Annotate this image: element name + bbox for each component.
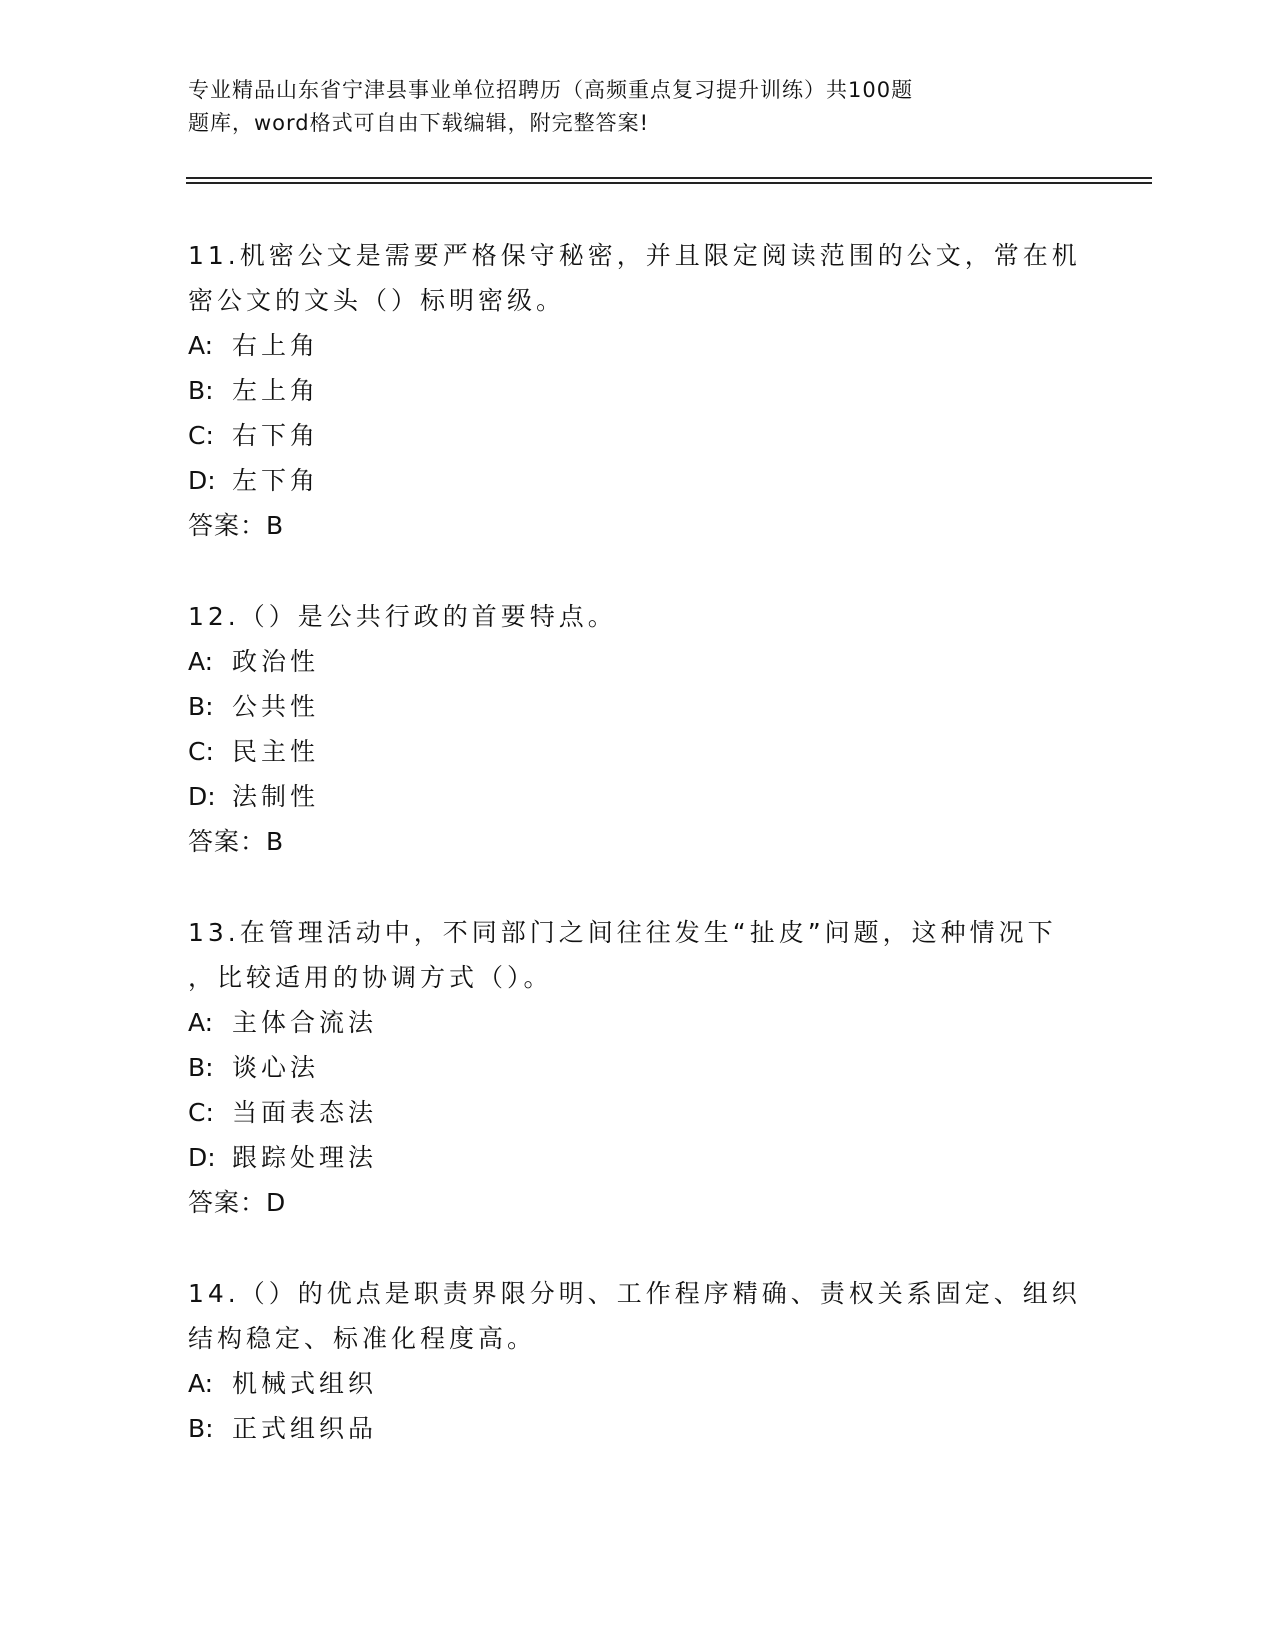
question-stem-line: 结构稳定、标准化程度高。	[188, 1324, 537, 1353]
option-b	[188, 1045, 1088, 1090]
question-stem-line: 密公文的文头（）标明密级。	[188, 286, 566, 315]
option-text: 右上角	[232, 331, 320, 360]
option-b	[188, 1406, 1088, 1451]
option-letter: B:	[188, 1053, 214, 1082]
option-c	[188, 1090, 1088, 1135]
option-letter: C:	[188, 737, 214, 766]
option-text: 左上角	[232, 376, 320, 405]
question-stem	[188, 233, 1088, 323]
option-b	[188, 684, 1088, 729]
option-letter: D:	[188, 782, 216, 811]
option-letter: B:	[188, 376, 214, 405]
header-title-line-1: 专业精品山东省宁津县事业单位招聘历（高频重点复习提升训练）共100题	[188, 78, 914, 102]
option-d	[188, 774, 1088, 819]
option-text: 法制性	[232, 782, 320, 811]
option-letter: A:	[188, 647, 214, 676]
question-12	[188, 594, 1088, 864]
question-list	[188, 233, 1088, 1497]
answer-line: 答案：D	[188, 1188, 287, 1217]
option-letter: B:	[188, 692, 214, 721]
answer-line: 答案：B	[188, 511, 285, 540]
question-stem	[188, 910, 1088, 1000]
option-letter: C:	[188, 1098, 214, 1127]
option-b	[188, 368, 1088, 413]
question-stem-line: 11.机密公文是需要严格保守秘密，并且限定阅读范围的公文，常在机	[188, 241, 1081, 270]
option-a	[188, 639, 1088, 684]
option-text: 左下角	[232, 466, 320, 495]
header-divider-top	[186, 177, 1152, 179]
option-a	[188, 1361, 1088, 1406]
question-stem-line: 12.（）是公共行政的首要特点。	[188, 602, 617, 631]
option-text: 民主性	[232, 737, 320, 766]
option-a	[188, 1000, 1088, 1045]
question-13	[188, 910, 1088, 1225]
option-d	[188, 1135, 1088, 1180]
document-header	[188, 74, 1048, 140]
option-c	[188, 729, 1088, 774]
question-11	[188, 233, 1088, 548]
option-text: 机械式组织	[232, 1369, 378, 1398]
option-letter: B:	[188, 1414, 214, 1443]
option-d	[188, 458, 1088, 503]
answer-line: 答案：B	[188, 827, 285, 856]
option-letter: A:	[188, 331, 214, 360]
header-title-line-2: 题库，word格式可自由下载编辑，附完整答案!	[188, 111, 650, 135]
question-stem	[188, 1271, 1088, 1361]
header-divider-bottom	[186, 182, 1152, 184]
option-letter: C:	[188, 421, 214, 450]
question-stem-line: ，比较适用的协调方式（）。	[188, 963, 553, 992]
option-text: 主体合流法	[232, 1008, 378, 1037]
option-a	[188, 323, 1088, 368]
question-stem-line: 13.在管理活动中，不同部门之间往往发生“扯皮”问题，这种情况下	[188, 918, 1057, 947]
option-letter: D:	[188, 1143, 216, 1172]
question-14	[188, 1271, 1088, 1451]
option-letter: A:	[188, 1008, 214, 1037]
option-text: 谈心法	[232, 1053, 320, 1082]
option-text: 政治性	[232, 647, 320, 676]
question-stem-line: 14.（）的优点是职责界限分明、工作程序精确、责权关系固定、组织	[188, 1279, 1081, 1308]
question-stem	[188, 594, 1088, 639]
option-c	[188, 413, 1088, 458]
option-letter: D:	[188, 466, 216, 495]
option-text: 当面表态法	[232, 1098, 378, 1127]
option-text: 右下角	[232, 421, 320, 450]
option-text: 公共性	[232, 692, 320, 721]
option-text: 跟踪处理法	[232, 1143, 378, 1172]
option-text: 正式组织品	[232, 1414, 378, 1443]
option-letter: A:	[188, 1369, 214, 1398]
